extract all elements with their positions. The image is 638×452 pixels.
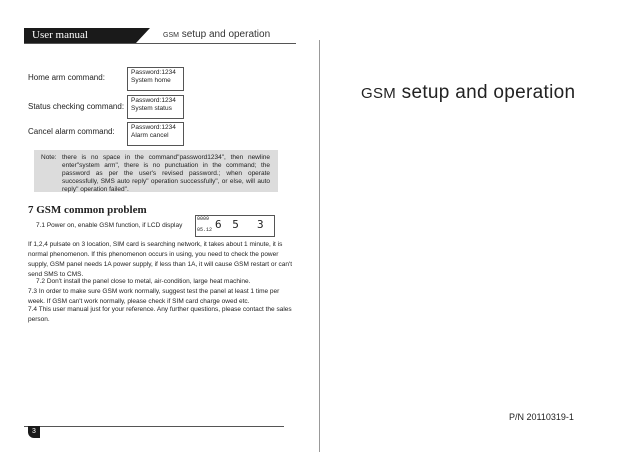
status-check-password: Password:1234 bbox=[131, 97, 176, 104]
paragraph-7-3: 7.3 In order to make sure GSM work normally, suggest test the panel at least 1 time per week. If GSM can't work normally, please check if SIM card charge owed etc. bbox=[28, 288, 280, 305]
header-rule bbox=[24, 43, 296, 44]
page-divider bbox=[319, 40, 320, 452]
note-text: there is no space in the command"password1234", then newline enter"system arm", there is no punctuation in the command; the password as per the user's revised password.; when operate successfully, SMS auto reply" operation successfully", or else, will auto reply" operation failed". bbox=[62, 154, 270, 193]
paragraph-7-2: 7.2 Don't install the panel close to metal, air-condition, large heat machine. bbox=[36, 278, 251, 285]
part-number: P/N 20110319-1 bbox=[509, 412, 574, 422]
home-arm-action: System home bbox=[131, 77, 171, 84]
cancel-alarm-label: Cancel alarm command: bbox=[28, 127, 115, 136]
cancel-alarm-action: Alarm cancel bbox=[131, 132, 169, 139]
header-banner-tail bbox=[136, 28, 150, 43]
header-title-text: setup and operation bbox=[181, 29, 271, 40]
manual-label: User manual bbox=[32, 29, 88, 41]
home-arm-command-box bbox=[127, 67, 184, 91]
status-check-label: Status checking command: bbox=[28, 102, 125, 111]
cover-title bbox=[361, 82, 575, 104]
paragraph-7-1: If 1,2,4 pulsate on 3 location, SIM card is searching network, it takes about 1 minute, it is normal phenomenon. If this phenomenon occurs in using, you need to check the power supply, GSM panel needs 1A power supply, if less than 1A, it will cause GSM restart or can't send SMS to CMS. bbox=[28, 241, 293, 278]
cancel-alarm-password: Password:1234 bbox=[131, 124, 176, 131]
lcd-top-small: 0009 bbox=[197, 216, 210, 222]
paragraph-7-4: 7.4 This user manual just for your reference. Any further questions, please contact the sales person. bbox=[28, 306, 292, 323]
step-7-1: 7.1 Power on, enable GSM function, if LCD display bbox=[36, 222, 183, 229]
note-label: Note: bbox=[41, 154, 57, 161]
cover-gsm: GSM bbox=[361, 85, 397, 102]
cancel-alarm-command-box bbox=[127, 122, 184, 146]
lcd-bottom-small: 05.12 bbox=[197, 227, 213, 233]
header-section-title bbox=[163, 29, 270, 40]
page-number-badge: 3 bbox=[28, 426, 40, 438]
lcd-digits: 6 5 bbox=[215, 218, 241, 231]
footer-rule bbox=[24, 426, 284, 427]
status-check-action: System status bbox=[131, 105, 172, 112]
home-arm-password: Password:1234 bbox=[131, 69, 176, 76]
cover-title-text: setup and operation bbox=[401, 82, 576, 103]
status-check-command-box bbox=[127, 95, 184, 119]
header-gsm: GSM bbox=[163, 32, 179, 39]
lcd-right-digit: 3 bbox=[257, 218, 264, 231]
section-heading: 7 GSM common problem bbox=[28, 204, 147, 216]
home-arm-label: Home arm command: bbox=[28, 73, 105, 82]
